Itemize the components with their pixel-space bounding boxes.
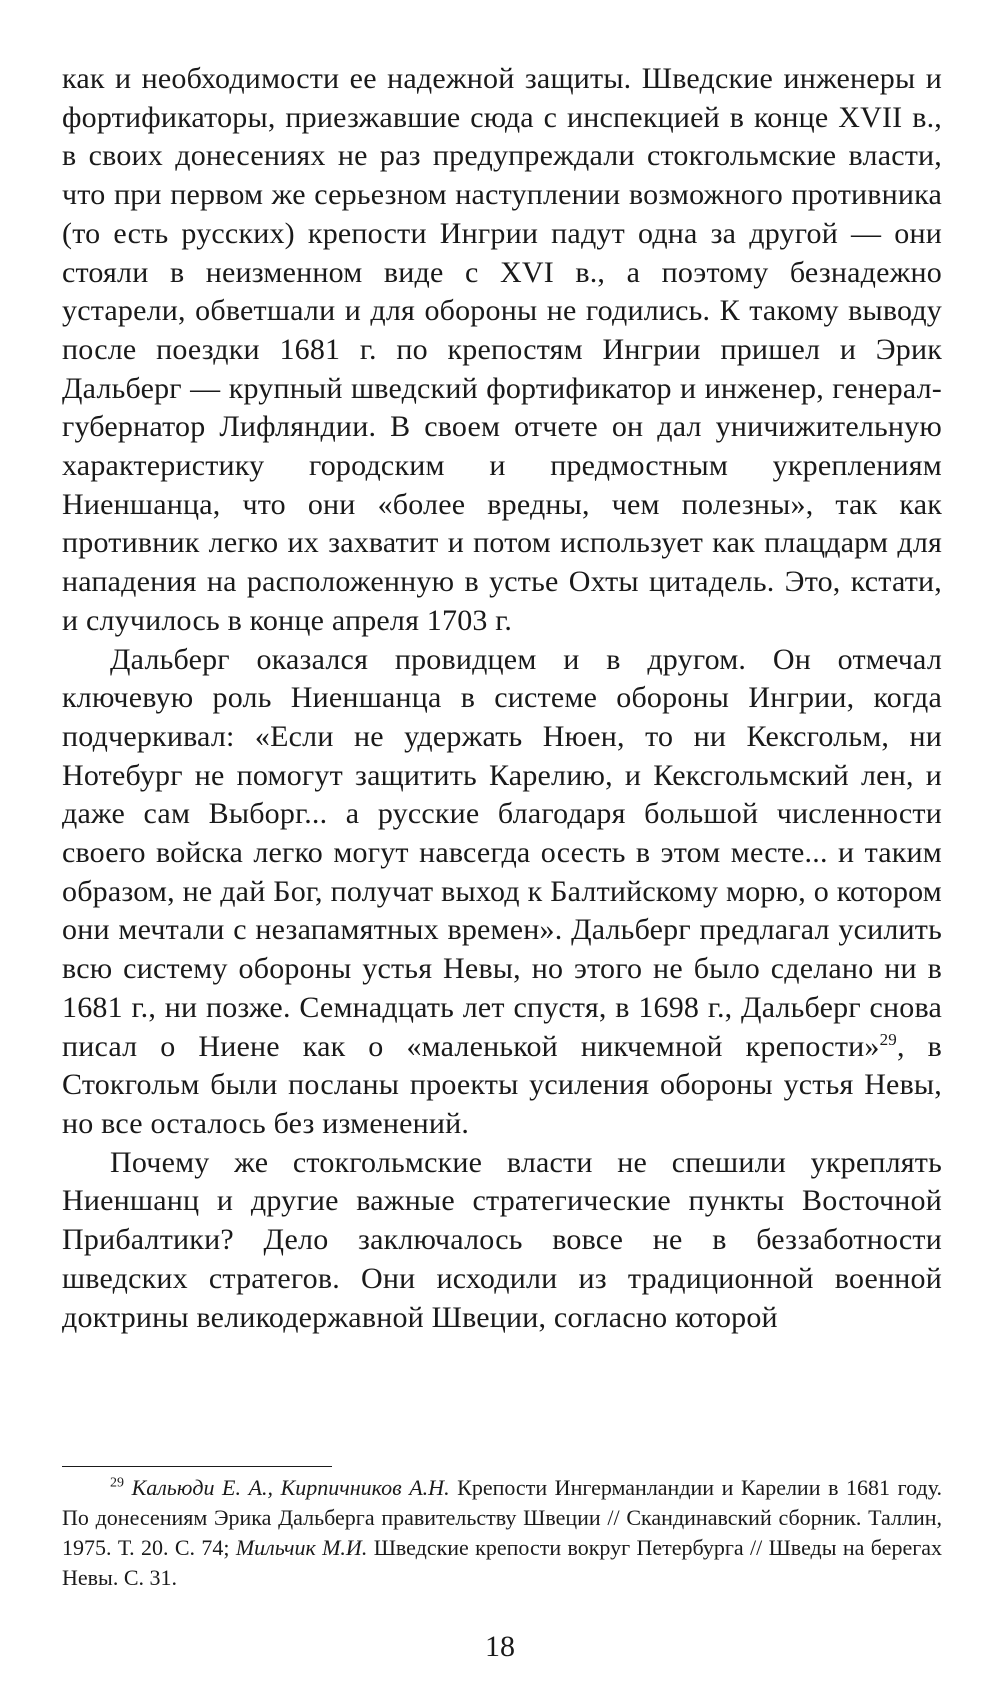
- page-number: 18: [485, 1630, 515, 1663]
- footnote-divider: [62, 1466, 332, 1467]
- main-text: [62, 60, 942, 1337]
- paragraph-2-text-before-note: Дальберг оказался провидцем и в другом. Он отмечал ключевую роль Ниеншанца в системе обороны Ингрии, когда подчеркивал: «Если не удержать Нюен, то ни Кексгольм, ни Нотебург не помогут защитить Карелию, и Кексгольмский лен, и даже сам Выборг... а русские благодаря большой численности своего войска легко могут навсегда осесть в этом месте... и таким образом, не дай Бог, получат выход к Балтийскому морю, о котором они мечтали с незапамятных времен». Дальберг предлагал усилить всю систему обороны устья Невы, но этого не было сделано ни в 1681 г., ни позже. Семнадцать лет спустя, в 1698 г., Дальберг снова писал о Ниене как о «маленькой никчемной крепости»: [62, 642, 942, 1063]
- footnote-29: [62, 1473, 942, 1593]
- paragraph-3: Почему же стокгольмские власти не спешили укреплять Ниеншанц и другие важные стратегические пункты Восточной Прибалтики? Дело заключалось вовсе не в беззаботности шведских стратегов. Они исходили из традиционной военной доктрины великодержавной Швеции, согласно которой: [62, 1145, 942, 1334]
- footnote-number: 29: [110, 1475, 124, 1491]
- paragraph-2-text-after-note: , в Стокгольм были посланы проекты усиления обороны устья Невы, но все осталось без изменений.: [62, 1029, 943, 1140]
- paragraph-2: [62, 641, 942, 1144]
- paragraph-1: как и необходимости ее надежной защиты. Шведские инженеры и фортификаторы, приезжавшие сюда с инспекцией в конце XVII в., в своих донесениях не раз предупреждали стокгольмские власти, что при первом же серьезном наступлении возможного противника (то есть русских) крепости Ингрии падут одна за другой — они стояли в неизменном виде с XVI в., а поэтому безнадежно устарели, обветшали и для обороны не годились. К такому выводу после поездки 1681 г. по крепостям Ингрии пришел и Эрик Дальберг — крупный шведский фортификатор и инженер, генерал-губернатор Лифляндии. В своем отчете он дал уничижительную характеристику городским и предмостным укреплениям Ниеншанца, что они «более вредны, чем полезны», так как противник легко их захватит и потом использует как плацдарм для нападения на расположенную в устье Охты цитадель. Это, кстати, и случилось в конце апреля 1703 г.: [62, 62, 942, 637]
- footnote-reference-29: 29: [879, 1029, 897, 1049]
- footnote-citation-2: Шведские крепости вокруг Петербурга // Шведы на берегах Невы. С. 31.: [62, 1535, 943, 1590]
- footnote-authors-2: Мильчик М.И.: [235, 1535, 368, 1560]
- footnote-citation-1: Крепости Ингерманландии и Карелии в 1681 году. По донесениям Эрика Дальберга правительству Швеции // Скандинавский сборник. Таллин, 1975. Т. 20. С. 74;: [62, 1475, 942, 1560]
- footnote-authors-1: Кальюди Е. А., Кирпичников А.Н.: [131, 1475, 450, 1500]
